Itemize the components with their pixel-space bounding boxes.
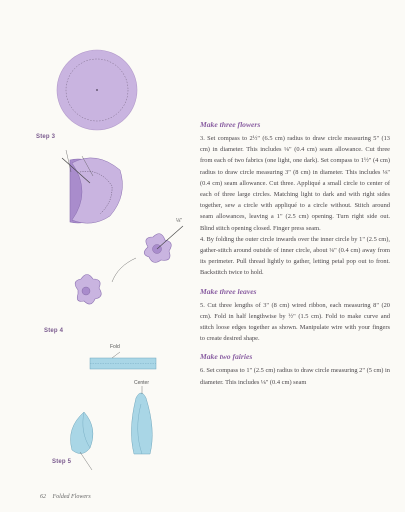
section-heading-fairies: Make two fairies xyxy=(200,352,253,362)
section-heading-flowers: Make three flowers xyxy=(200,120,261,129)
step5-label: Step 5 xyxy=(52,459,72,465)
section-heading-leaves: Make three leaves xyxy=(200,286,257,296)
step5-paragraph: 5. Cut three lengths of 3" (8 cm) wired ribbon, each measuring 8" (20 cm). Fold in half lengthwise by ½" (1.5 cm). Fold to make curve and stitch loose edges together as shown. Manipulate wire with your fingers to create desired shape. xyxy=(200,301,390,343)
step6-paragraph: 6. Set compass to 1" (2.5 cm) radius to draw circle measuring 2" (5 cm) in diameter. This includes ⅛" (0.4 cm) seam xyxy=(200,367,390,386)
step3-paragraph: 3. Set compass to 2½" (6.5 cm) radius to draw circle measuring 5" (13 cm) in diameter. This includes ⅛" (0.4 cm) seam allowance. Cut three from each of two fabrics (one light, one dark). Set compass to 1½" (4 cm) radius to draw circle measuring 3" (8 cm) in diameter. This includes ⅛" (0.4 cm) seam allowance. Cut three. Appliqué a small circle to center of each of three large circles. Matching light to dark and with right sides together, sew a circle with appliqué to a circle without. Stitch around seam allowances, leaving a 1" (2.5 cm) opening. Turn right side out. Blind stitch opening closed. Finger press seam. xyxy=(200,135,390,232)
step4-fold-illustration xyxy=(62,150,122,223)
leaf-fold-left xyxy=(71,412,93,470)
fold-callout: Fold xyxy=(110,344,120,350)
instructions-column xyxy=(200,120,390,388)
gathered-flower-left xyxy=(75,275,101,305)
book-title: Folded Flowers xyxy=(52,494,91,500)
section-leaves xyxy=(200,287,390,345)
page-footer xyxy=(40,494,91,500)
section-flowers xyxy=(200,120,390,279)
gathered-flower-right xyxy=(112,226,183,282)
illustrations-column xyxy=(0,0,200,512)
page-number: 62 xyxy=(40,494,46,500)
section-fairies xyxy=(200,352,390,387)
step3-label: Step 3 xyxy=(36,134,56,140)
center-callout: Center xyxy=(134,380,150,386)
leaf-fold-right xyxy=(131,386,152,454)
step3-circle-illustration xyxy=(57,50,137,130)
fraction-callout: ⅛" xyxy=(176,218,182,224)
ribbon-strip-illustration xyxy=(90,352,156,369)
step4-paragraph: 4. By folding the outer circle inwards over the inner circle by 1" (2.5 cm), gather-stitch around outside of inner circle, about ⅛" (0.4 cm) away from its perimeter. Pull thread lightly to gather, letting petal pop out to front. Backstitch twice to hold. xyxy=(200,235,390,277)
step4-label: Step 4 xyxy=(44,328,64,334)
